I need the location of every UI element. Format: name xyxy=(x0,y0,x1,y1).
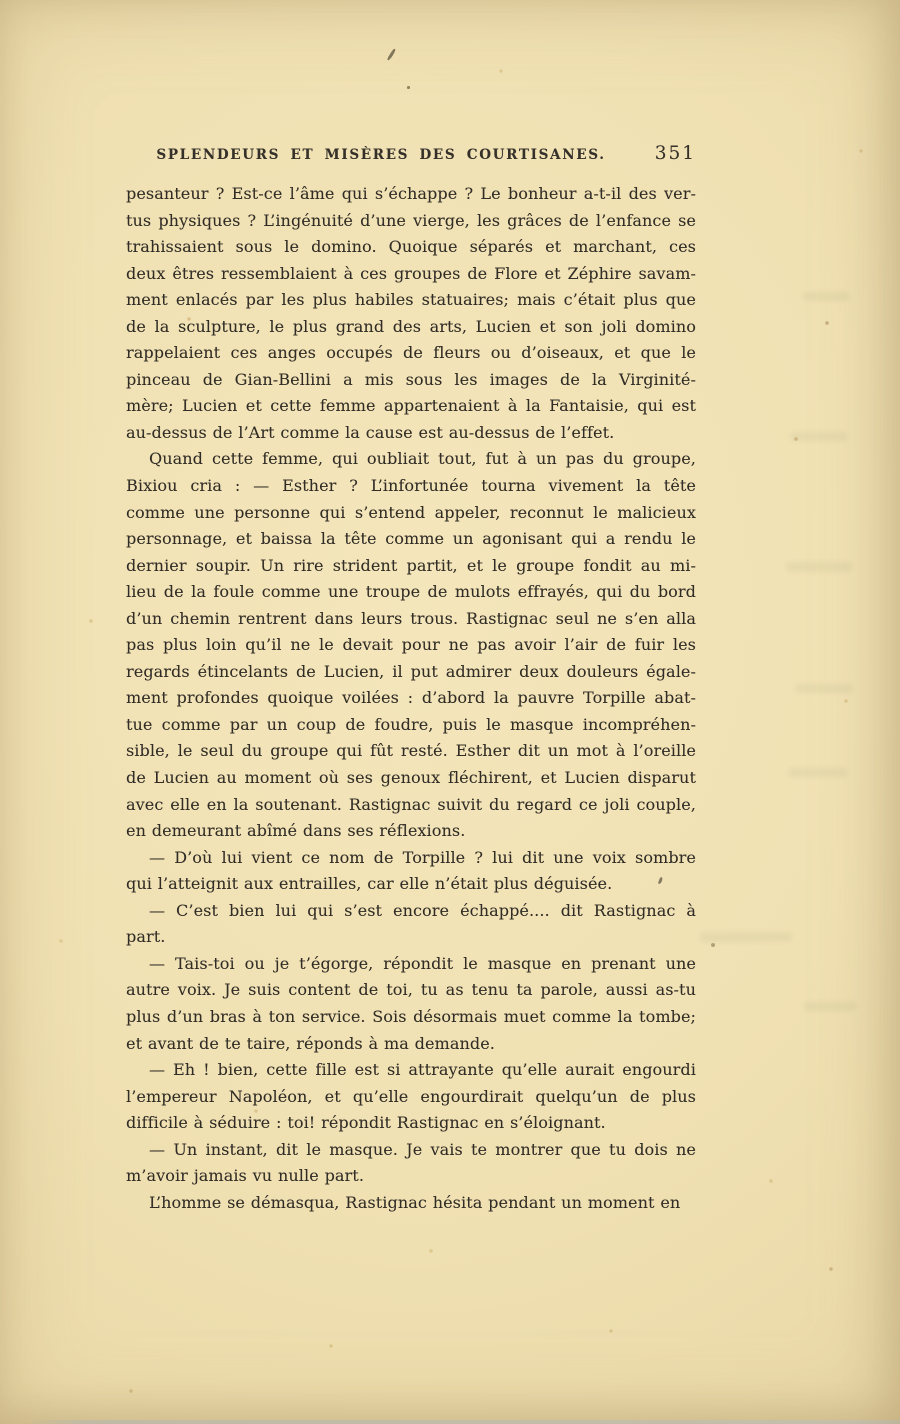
text-block xyxy=(126,181,696,1216)
text-line: au-dessus de l’Art comme la cause est au-dessus de l’effet. xyxy=(126,422,615,442)
show-through-mark xyxy=(795,684,853,693)
ink-dot-mark xyxy=(407,86,410,89)
text-line: d’un chemin rentrent dans leurs trous. Rastignac seul ne s’en alla xyxy=(126,608,696,628)
ink-stroke-mark xyxy=(387,48,396,60)
text-line: autre voix. Je suis content de toi, tu as tenu ta parole, aussi as-tu xyxy=(126,980,696,1000)
paragraph xyxy=(126,1190,696,1217)
text-line: ment enlacés par les plus habiles statuaires; mais c’était plus que xyxy=(126,290,696,310)
text-line: dernier soupir. Un rire strident partit, et le groupe fondit au mi- xyxy=(126,555,696,575)
show-through-mark xyxy=(790,432,848,441)
running-head xyxy=(126,143,696,169)
text-line: de la sculpture, le plus grand des arts, Lucien et son joli domino xyxy=(126,316,696,336)
text-line: difficile à séduire : toi! répondit Rastignac en s’éloignant. xyxy=(126,1113,606,1133)
text-line: qui l’atteignit aux entrailles, car elle n’était plus déguisée. xyxy=(126,874,613,894)
text-line: de Lucien au moment où ses genoux fléchirent, et Lucien disparut xyxy=(126,768,696,788)
text-line: personnage, et baissa la tête comme un agonisant qui a rendu le xyxy=(126,529,696,549)
paragraph xyxy=(126,446,696,844)
text-line: avec elle en la soutenant. Rastignac suivit du regard ce joli couple, xyxy=(126,794,696,814)
paragraph xyxy=(126,1057,696,1137)
paragraph xyxy=(126,951,696,1057)
text-line: regards étincelants de Lucien, il put admirer deux douleurs égale- xyxy=(126,661,696,681)
paragraph xyxy=(126,898,696,951)
text-line: mère; Lucien et cette femme appartenaient à la Fantaisie, qui est xyxy=(126,396,696,416)
text-line: tus physiques ? L’ingénuité d’une vierge, les grâces de l’enfance se xyxy=(126,210,696,230)
show-through-mark xyxy=(804,1002,856,1011)
text-line: comme une personne qui s’entend appeler, reconnut le malicieux xyxy=(126,502,696,522)
paragraph xyxy=(126,1137,696,1190)
text-line: trahissaient sous le domino. Quoique séparés et marchant, ces xyxy=(126,237,696,257)
page-number: 351 xyxy=(654,143,696,164)
show-through-mark xyxy=(786,562,852,572)
text-line: Bixiou cria : — Esther ? L’infortunée tourna vivement la tête xyxy=(126,476,696,496)
scanner-edge-strip xyxy=(32,1420,900,1424)
text-line: pinceau de Gian-Bellini a mis sous les images de la Virginité- xyxy=(126,369,696,389)
text-line: part. xyxy=(126,927,166,947)
text-line: sible, le seul du groupe qui fût resté. Esther dit un mot à l’oreille xyxy=(126,741,696,761)
text-line: pesanteur ? Est-ce l’âme qui s’échappe ? Le bonheur a-t-il des ver- xyxy=(126,184,696,203)
text-line: — D’où lui vient ce nom de Torpille ? lui dit une voix sombre xyxy=(149,847,696,867)
paragraph xyxy=(126,181,696,446)
text-line: pas plus loin qu’il ne le devait pour ne pas avoir l’air de fuir les xyxy=(126,635,696,655)
text-line: lieu de la foule comme une troupe de mulots effrayés, qui du bord xyxy=(126,582,696,602)
text-line: tue comme par un coup de foudre, puis le masque incompréhen- xyxy=(126,714,696,734)
text-line: ment profondes quoique voilées : d’abord la pauvre Torpille abat- xyxy=(126,688,696,708)
text-line: en demeurant abîmé dans ses réflexions. xyxy=(126,821,466,841)
text-line: — C’est bien lui qui s’est encore échappé.... dit Rastignac à xyxy=(149,900,696,920)
show-through-mark xyxy=(802,292,850,301)
text-line: rappelaient ces anges occupés de fleurs ou d’oiseaux, et que le xyxy=(126,343,696,363)
text-line: — Un instant, dit le masque. Je vais te montrer que tu dois ne xyxy=(149,1139,696,1159)
show-through-mark xyxy=(788,768,848,777)
text-line: L’homme se démasqua, Rastignac hésita pendant un moment en xyxy=(149,1192,681,1212)
show-through-mark xyxy=(700,932,792,942)
text-line: — Tais-toi ou je t’égorge, répondit le masque en prenant une xyxy=(149,953,696,973)
text-line: — Eh ! bien, cette fille est si attrayante qu’elle aurait engourdi xyxy=(149,1060,696,1080)
paragraph xyxy=(126,845,696,898)
text-line: Quand cette femme, qui oubliait tout, fut à un pas du groupe, xyxy=(149,449,696,469)
text-line: deux êtres ressemblaient à ces groupes de Flore et Zéphire savam- xyxy=(126,263,696,283)
paper-specks xyxy=(0,0,2,2)
text-line: l’empereur Napoléon, et qu’elle engourdirait quelqu’un de plus xyxy=(126,1086,696,1106)
text-line: plus d’un bras à ton service. Sois désormais muet comme la tombe; xyxy=(126,1006,696,1026)
page-title: SPLENDEURS ET MISÈRES DES COURTISANES. xyxy=(156,147,606,163)
text-line: et avant de te taire, réponds à ma demande. xyxy=(126,1033,495,1053)
text-line: m’avoir jamais vu nulle part. xyxy=(126,1166,365,1186)
